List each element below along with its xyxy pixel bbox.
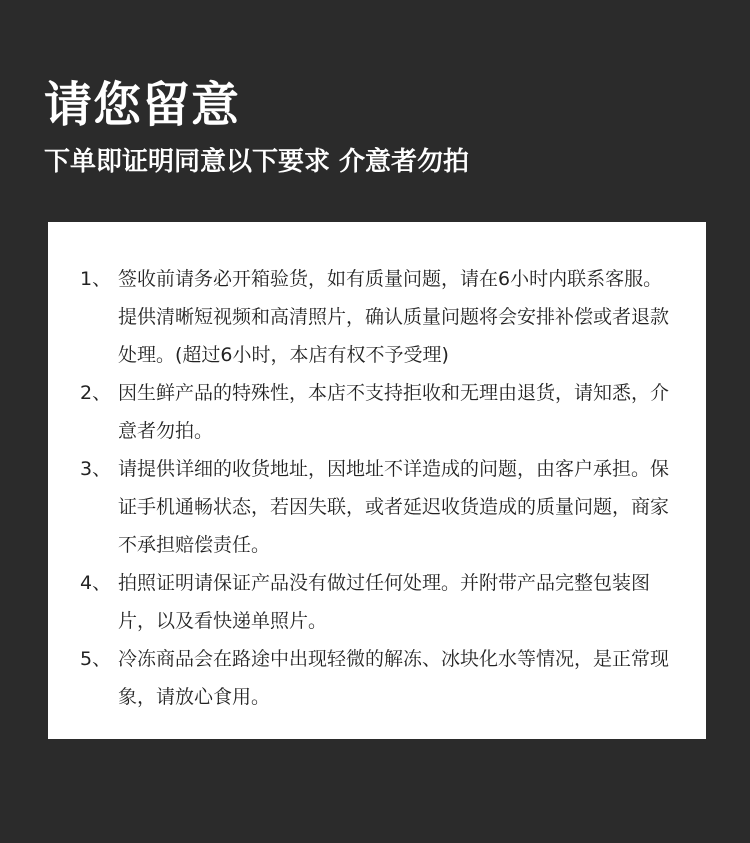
rule-number: 3、 bbox=[80, 458, 112, 480]
rule-text: 冷冻商品会在路途中出现轻微的解冻、冰块化水等情况，是正常现象，请放心食用。 bbox=[118, 648, 670, 708]
rules-list bbox=[80, 260, 680, 716]
rule-number: 1、 bbox=[80, 268, 112, 290]
rule-number: 4、 bbox=[80, 572, 112, 594]
notice-card bbox=[48, 222, 706, 739]
rule-number: 5、 bbox=[80, 648, 112, 670]
rule-text: 拍照证明请保证产品没有做过任何处理。并附带产品完整包装图片，以及看快递单照片。 bbox=[118, 572, 651, 632]
rule-item-3 bbox=[80, 450, 680, 564]
rule-item-2 bbox=[80, 374, 680, 450]
page-subtitle: 下单即证明同意以下要求 介意者勿拍 bbox=[44, 147, 470, 177]
rule-item-1 bbox=[80, 260, 680, 374]
rule-text: 签收前请务必开箱验货，如有质量问题，请在6小时内联系客服。提供清晰短视频和高清照片，确认质量问题将会安排补偿或者退款处理。(超过6小时，本店有权不予受理) bbox=[118, 268, 670, 366]
rule-text: 因生鲜产品的特殊性，本店不支持拒收和无理由退货，请知悉，介意者勿拍。 bbox=[118, 382, 670, 442]
page-title: 请您留意 bbox=[44, 77, 241, 133]
rule-text: 请提供详细的收货地址，因地址不详造成的问题，由客户承担。保证手机通畅状态，若因失联，或者延迟收货造成的质量问题，商家不承担赔偿责任。 bbox=[118, 458, 670, 556]
rule-item-5 bbox=[80, 640, 680, 716]
rule-item-4 bbox=[80, 564, 680, 640]
rule-number: 2、 bbox=[80, 382, 112, 404]
